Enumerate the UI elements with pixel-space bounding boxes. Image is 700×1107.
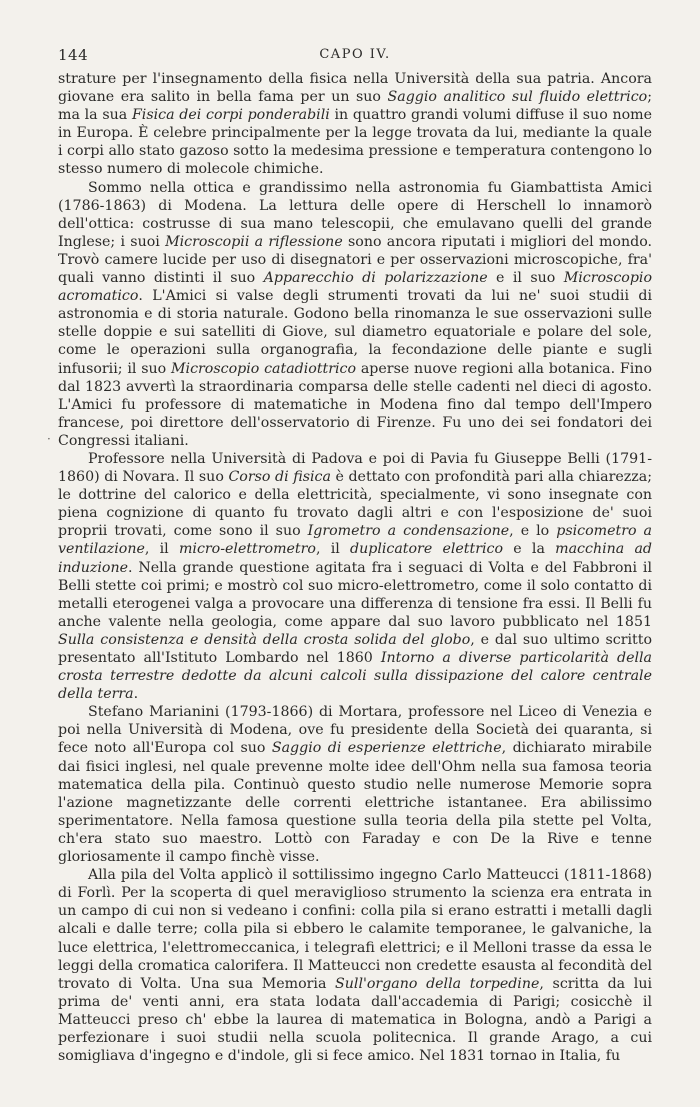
text-run: , e lo xyxy=(509,523,557,540)
text-run: Stefano Marianini (1793-1866) di Mortara, professore nel Liceo di Venezia e poi nella Università di Modena, ove fu presidente della Società dei quaranta, si fece noto all'Europa col suo xyxy=(58,704,652,757)
italic-title: Microscopii a riflessione xyxy=(165,233,343,250)
italic-title: Apparecchio di polarizzazione xyxy=(263,270,488,287)
paragraph xyxy=(58,703,652,866)
text-run: ; ma la sua xyxy=(58,89,652,124)
text-run: sono ancora riputati i migliori del mondo. Trovò camere lucide per uso di disegnatori e per osservazioni microscopiche, fra' quali vanno distinti il suo xyxy=(58,233,652,287)
italic-title: psicometro a ventilazione xyxy=(58,523,653,558)
text-run: è dettato con profondità pari alla chiarezza; le dottrine del calorico e della elettricità, specialmente, vi sono insegnate con piena cognizione di quanto fu trovato dagli altri e con l'esposizione de' suoi proprii trovati, come sono il suo xyxy=(58,469,652,540)
paragraph xyxy=(58,866,652,1065)
text-run: . xyxy=(133,686,139,703)
text-run: aperse nuove regioni alla botanica. Fino dal 1823 avvertì la straordinaria comparsa delle stelle cadenti nel dieci di agosto. L'Amici fu professore di matematiche in Modena fino dal tempo dell'Impero francese, poi direttore dell'osservatorio di Firenze. Fu uno dei sei fondatori dei Congressi italiani. xyxy=(58,360,652,449)
paragraph xyxy=(58,179,652,450)
text-run: strature per l'insegnamento della fisica nella Università della sua patria. Ancora giovane era salito in bella fama per un suo xyxy=(58,71,652,106)
page-body xyxy=(58,70,652,1065)
page-number: 144 xyxy=(58,46,89,64)
text-run: Alla pila del Volta applicò il sottilissimo ingegno Carlo Matteucci (1811-1868) di Forlì. Per la scoperta di quel meraviglioso strumento la scienza era entrata in un campo di cui non si vedeano i confini: colla pila si erano estratti i metalli dagli alcali e dalle terre; colla pila si ebbero le calamite temporanee, le galvaniche, la luce elettrica, l'elettromeccanica, i telegrafi elettrici; e il Melloni trasse da essa le leggi della cromatica calorifera. Il Matteucci non credette esausta al fecondità del trovato di Volta. Una sua Memoria xyxy=(58,867,652,992)
chapter-title: CAPO IV. xyxy=(319,47,391,62)
italic-title: Sulla consistenza e densità della crosta solida del globo xyxy=(58,631,471,648)
italic-title: Corso di fisica xyxy=(228,469,331,486)
italic-title: Igrometro a condensazione xyxy=(307,523,510,540)
text-run: e il suo xyxy=(487,270,564,287)
page-header xyxy=(58,46,652,68)
italic-title: Microscopio catadiottrico xyxy=(171,360,357,377)
text-run: in quattro grandi volumi diffuse il suo nome in Europa. È celebre principalmente per la legge trovata da lui, mediante la quale i corpi allo stato gazoso sotto la medesima pressione e temperatura contengono lo stesso numero di molecole chimiche. xyxy=(58,107,652,178)
italic-title: Microscopio acromatico xyxy=(58,270,652,305)
text-run: , il xyxy=(315,541,351,558)
text-run: . L'Amici si valse degli strumenti trovati da lui ne' suoi studii di astronomia e di storia naturale. Godono bella rinomanza le sue osservazioni sulle stelle doppie e sui satelliti di Giove, sul diametro equatoriale e polare del sole, come le operazioni sulla organografia, la fecondazione delle piante e sugli infusorii; il suo xyxy=(58,288,652,377)
text-run: Sommo nella ottica e grandissimo nella astronomia fu Giambattista Amici (1786-1863) di Modena. La lettura delle opere di Herschell lo innamorò dell'ottica: costrusse di sua mano telescopii, che emulavano quelli del grande Inglese; i suoi xyxy=(58,179,652,250)
italic-title: macchina ad induzione xyxy=(58,541,652,576)
paragraph xyxy=(58,70,652,179)
italic-title: micro-elettrometro xyxy=(178,541,316,558)
italic-title: Intorno a diverse particolarità della crosta terrestre dedotte da alcuni calcoli sulla dissipazione del calore centrale della terra xyxy=(58,650,652,703)
italic-title: Fisica dei corpi ponderabili xyxy=(131,107,330,124)
text-run: . Nella grande questione agitata fra i seguaci di Volta e del Fabbroni il Belli stette coi primi; e mostrò col suo micro-elettrometro, come il solo contatto di metalli eterogenei valga a provocare una differenza di tensione fra essi. Il Belli fu anche valente nella geologia, come appare dal suo lavoro pubblicato nel 1851 xyxy=(58,559,652,630)
text-run: e la xyxy=(503,541,556,558)
italic-title: Saggio di esperienze elettriche xyxy=(271,740,502,757)
text-run: , dichiarato mirabile dai fisici inglesi, nel quale prevenne molte idee dell'Ohm nella sua famosa teoria matematica della pila. Continuò questo studio nelle numerose Memorie sopra l'azione magnetizzante delle correnti elettriche istantanee. Era abilissimo sperimentatore. Nella famosa questione sulla teoria della pila stette pel Volta, ch'era stato suo maestro. Lottò con Faraday e con De la Rive e tenne gloriosamente il campo finchè visse. xyxy=(58,740,652,866)
italic-title: Saggio analitico sul fluido elettrico xyxy=(387,89,648,106)
text-run: Professore nella Università di Padova e poi di Pavia fu Giuseppe Belli (1791-1860) di Novara. Il suo xyxy=(58,450,652,486)
text-run: , e dal suo ultimo scritto presentato all'Istituto Lombardo nel 1860 xyxy=(58,631,652,666)
italic-title: duplicatore elettrico xyxy=(350,541,504,558)
text-run: , il xyxy=(144,541,179,558)
paragraph xyxy=(58,450,652,703)
margin-mark: · xyxy=(47,432,51,446)
italic-title: Sull'organo della torpedine xyxy=(335,975,540,992)
text-run: , scritta da lui prima de' venti anni, era stata lodata dall'accademia di Parigi; cosicchè il Matteucci preso ch' ebbe la laurea di matematica in Bologna, andò a Parigi a perfezionare i suoi studii nella scuola politecnica. Il grande Arago, a cui somigliava d'ingegno e d'indole, gli si fece amico. Nel 1831 tornao in Italia, fu xyxy=(58,975,652,1065)
